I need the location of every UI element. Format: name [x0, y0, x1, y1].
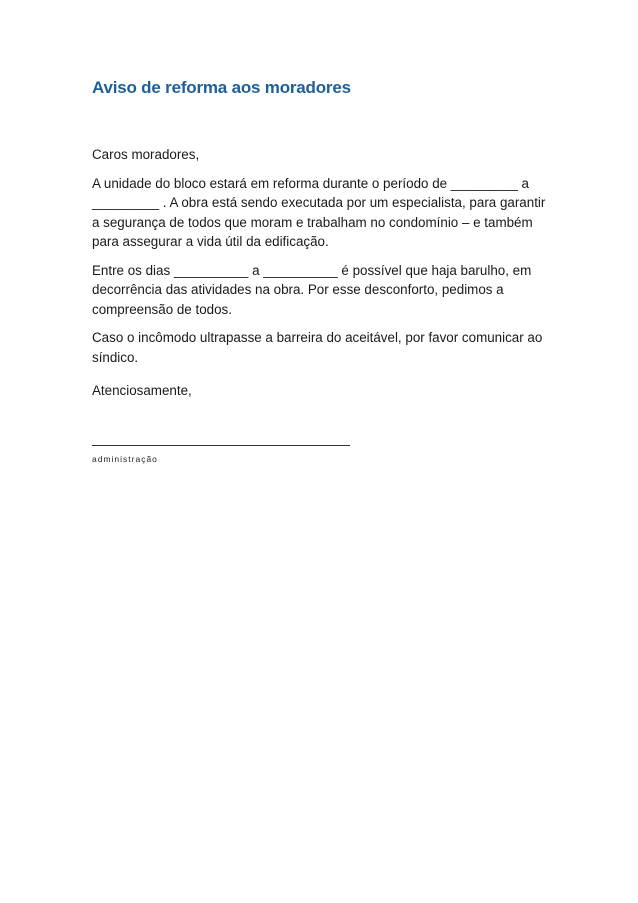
signature-line [92, 445, 350, 446]
signature-label: administração [92, 454, 158, 464]
greeting: Caros moradores, [92, 147, 200, 162]
signature-block [92, 445, 350, 464]
document-title: Aviso de reforma aos moradores [92, 78, 351, 97]
closing: Atenciosamente, [92, 383, 192, 398]
paragraph-renovation-period: A unidade do bloco estará em reforma durante o período de _________ a _________ . A obra está sendo executada por um especialista, para garantir a segurança de todos que moram e trabalham no condomínio – e também para assegurar a vida útil da edificação. [92, 175, 546, 249]
document-body [92, 78, 552, 410]
paragraph-complaints: Caso o incômodo ultrapasse a barreira do aceitável, por favor comunicar ao síndico. [92, 330, 543, 365]
paragraph-noise-notice: Entre os dias __________ a __________ é possível que haja barulho, em decorrência das atividades na obra. Por esse desconforto, pedimos a compreensão de todos. [92, 262, 532, 317]
